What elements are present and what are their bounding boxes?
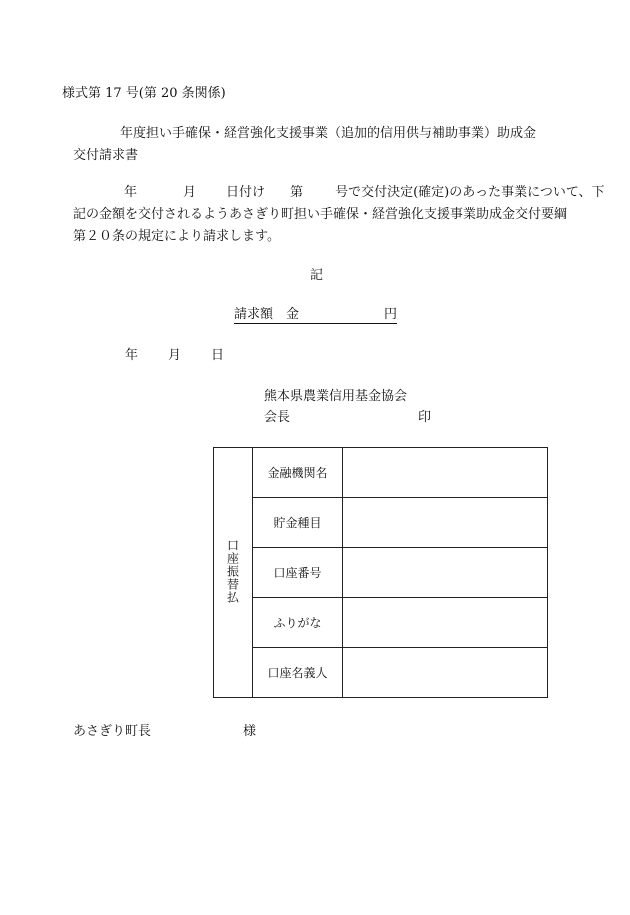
addressee: [73, 725, 256, 738]
ki-heading: 記: [310, 268, 324, 283]
claim-label: 請求額 金: [234, 307, 300, 322]
body-month: 月: [183, 185, 197, 200]
addressee-name: あさぎり町長: [73, 724, 152, 739]
table-row: [214, 598, 548, 648]
bank-row-label: 口座名義人: [253, 648, 343, 698]
furigana-field[interactable]: [343, 598, 548, 648]
table-row: [214, 448, 548, 498]
body-date: 日付け: [226, 185, 266, 200]
seal-mark: 印: [418, 410, 432, 425]
account-holder-field[interactable]: [343, 648, 548, 698]
body-line-1: [73, 186, 605, 199]
bank-row-label: 貯金種目: [253, 498, 343, 548]
bank-row-label: 金融機関名: [253, 448, 343, 498]
date-day: 日: [211, 348, 225, 363]
issuer-role: 会長: [264, 410, 291, 425]
body-year: 年: [124, 185, 138, 200]
bank-group-label: 口座振替払: [214, 448, 253, 698]
document-title-line-2: 交付請求書: [73, 148, 139, 163]
body-number-prefix: 第: [290, 185, 304, 200]
body-line-3: 第２０条の規定により請求します。: [73, 229, 280, 244]
account-number-field[interactable]: [343, 548, 548, 598]
document-title-line-1: 年度担い手確保・経営強化支援事業（追加的信用供与補助事業）助成金: [120, 126, 537, 141]
bank-row-label: 口座番号: [253, 548, 343, 598]
deposit-type-field[interactable]: [343, 498, 548, 548]
addressee-honorific: 様: [243, 724, 257, 739]
bank-transfer-table: [213, 447, 548, 698]
date-line: [125, 349, 224, 362]
claim-amount: [234, 308, 397, 324]
claim-unit: 円: [384, 307, 398, 322]
table-row: [214, 648, 548, 698]
body-line-2: 記の金額を交付されるようあさぎり町担い手確保・経営強化支援事業助成金交付要綱: [73, 207, 568, 222]
table-row: [214, 498, 548, 548]
form-number: 様式第 17 号(第 20 条関係): [62, 86, 226, 101]
bank-row-label: ふりがな: [253, 598, 343, 648]
body-line-1-rest: 号で交付決定(確定)のあった事業について、下: [335, 185, 605, 200]
date-month: 月: [168, 348, 182, 363]
date-year: 年: [125, 348, 139, 363]
table-row: [214, 548, 548, 598]
bank-name-field[interactable]: [343, 448, 548, 498]
issuer-name: 熊本県農業信用基金協会: [264, 389, 408, 404]
